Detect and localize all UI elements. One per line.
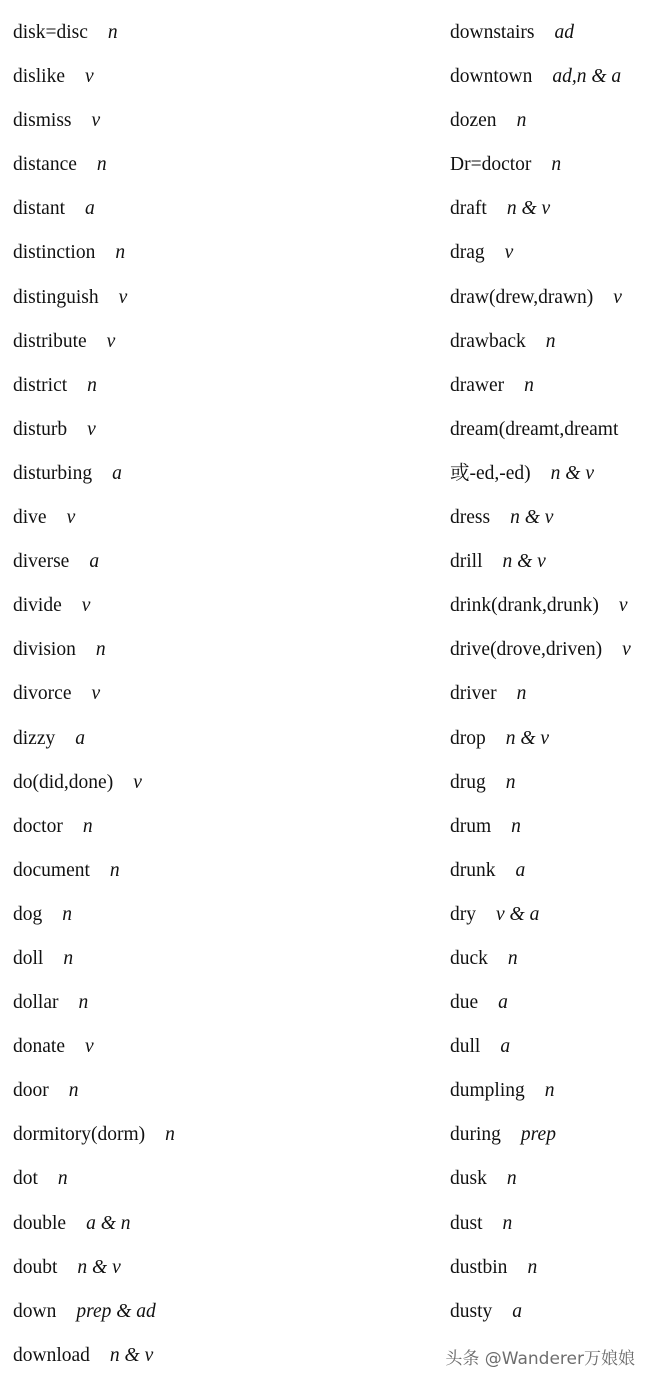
word-entry xyxy=(13,452,433,496)
word-entry xyxy=(13,364,433,408)
word-entry xyxy=(13,320,433,364)
word-text: dizzy xyxy=(13,727,56,749)
part-of-speech: v xyxy=(87,418,96,440)
part-of-speech: v xyxy=(106,330,116,352)
part-of-speech: a xyxy=(498,992,508,1014)
word-text: driver xyxy=(450,683,497,705)
word-entry xyxy=(450,1202,650,1246)
part-of-speech: n xyxy=(87,374,97,396)
part-of-speech: n & v xyxy=(77,1256,121,1278)
word-text: 或-ed,-ed) xyxy=(450,462,531,484)
word-text: dislike xyxy=(13,66,65,88)
word-entry xyxy=(450,1025,650,1069)
part-of-speech: ad,n & a xyxy=(552,66,622,88)
word-entry xyxy=(13,187,433,231)
part-of-speech: n xyxy=(107,22,118,43)
word-entry xyxy=(450,99,650,143)
word-entry xyxy=(450,805,650,849)
part-of-speech: a xyxy=(89,551,100,573)
word-entry xyxy=(450,937,650,981)
word-entry xyxy=(13,672,433,716)
word-entry xyxy=(13,143,433,187)
word-text: distribute xyxy=(13,330,87,352)
word-text: distance xyxy=(13,154,77,176)
part-of-speech: n xyxy=(68,1080,79,1102)
word-entry xyxy=(13,717,433,761)
part-of-speech: n xyxy=(109,859,120,881)
word-text: distant xyxy=(13,198,65,220)
word-text: donate xyxy=(13,1036,65,1058)
part-of-speech: n xyxy=(78,992,89,1014)
part-of-speech: v xyxy=(613,286,622,308)
word-text: Dr=doctor xyxy=(450,154,532,176)
word-entry xyxy=(13,584,433,628)
part-of-speech: v xyxy=(133,771,142,793)
word-text: document xyxy=(13,859,90,881)
part-of-speech: n & v xyxy=(550,462,594,484)
word-entry xyxy=(13,937,433,981)
word-entry xyxy=(450,1157,650,1201)
word-entry xyxy=(13,55,433,99)
word-text: distinguish xyxy=(13,286,99,308)
word-text: disk=disc xyxy=(13,22,88,43)
word-text: draw(drew,drawn) xyxy=(450,286,594,308)
part-of-speech: n xyxy=(165,1124,175,1146)
word-entry xyxy=(450,717,650,761)
word-text: doll xyxy=(13,947,44,969)
part-of-speech: n & v xyxy=(505,727,550,749)
word-text: dive xyxy=(13,507,47,529)
word-entry xyxy=(450,1246,650,1290)
part-of-speech: a xyxy=(112,462,122,484)
word-entry xyxy=(13,1290,433,1334)
word-entry xyxy=(450,55,650,99)
part-of-speech: v xyxy=(66,507,76,529)
part-of-speech: v xyxy=(84,1036,94,1058)
word-entry xyxy=(13,1113,433,1157)
part-of-speech: n xyxy=(505,771,516,793)
word-entry xyxy=(450,11,650,55)
part-of-speech: n xyxy=(524,374,534,396)
word-entry xyxy=(450,672,650,716)
word-entry xyxy=(450,143,650,187)
word-text: disturbing xyxy=(13,462,93,484)
word-text: dismiss xyxy=(13,110,72,132)
part-of-speech: a xyxy=(75,727,85,749)
word-text: drawer xyxy=(450,374,505,396)
word-entry xyxy=(13,893,433,937)
word-entry xyxy=(450,540,650,584)
word-entry xyxy=(450,231,650,275)
word-entry xyxy=(13,1157,433,1201)
word-text: dust xyxy=(450,1212,483,1234)
word-entry xyxy=(450,408,650,452)
word-text: drunk xyxy=(450,859,496,881)
part-of-speech: v xyxy=(622,639,631,661)
word-entry xyxy=(13,1202,433,1246)
right-word-column xyxy=(450,11,650,1378)
word-entry xyxy=(450,1290,650,1334)
word-text: drink(drank,drunk) xyxy=(450,595,599,617)
word-entry xyxy=(13,1334,433,1378)
word-text: drag xyxy=(450,242,485,264)
part-of-speech: n xyxy=(62,903,72,925)
word-text: disturb xyxy=(13,418,68,440)
part-of-speech: v xyxy=(118,286,128,308)
word-text: dollar xyxy=(13,992,59,1014)
part-of-speech: a & n xyxy=(86,1212,131,1234)
word-entry xyxy=(13,1069,433,1113)
part-of-speech: v & a xyxy=(496,903,540,925)
word-text: dream(dreamt,dreamt xyxy=(450,418,619,440)
word-text: doctor xyxy=(13,815,63,837)
word-entry xyxy=(450,761,650,805)
word-text: draft xyxy=(450,198,487,220)
word-entry xyxy=(13,496,433,540)
part-of-speech: n xyxy=(507,947,518,969)
part-of-speech: n xyxy=(516,683,527,705)
word-text: distinction xyxy=(13,242,96,264)
part-of-speech: a xyxy=(500,1036,511,1058)
part-of-speech: n xyxy=(96,154,107,176)
part-of-speech: n & v xyxy=(109,1344,154,1366)
word-entry xyxy=(13,849,433,893)
part-of-speech: n xyxy=(82,815,93,837)
part-of-speech: n xyxy=(502,1212,513,1234)
word-entry xyxy=(450,276,650,320)
part-of-speech: n xyxy=(545,330,556,352)
word-entry xyxy=(450,452,650,496)
word-text: divide xyxy=(13,595,62,617)
word-text: dustbin xyxy=(450,1256,508,1278)
word-entry xyxy=(450,1113,650,1157)
word-entry xyxy=(450,584,650,628)
part-of-speech: n & v xyxy=(502,551,546,573)
left-word-column xyxy=(13,11,433,1378)
word-text: duck xyxy=(450,947,488,969)
word-entry xyxy=(13,761,433,805)
part-of-speech: ad xyxy=(554,22,574,43)
word-entry xyxy=(13,99,433,143)
word-text: dull xyxy=(450,1036,481,1058)
word-entry xyxy=(13,1025,433,1069)
word-entry xyxy=(450,187,650,231)
word-entry xyxy=(450,364,650,408)
word-entry xyxy=(13,231,433,275)
part-of-speech: n & v xyxy=(510,507,554,529)
part-of-speech: n xyxy=(57,1168,68,1190)
word-text: drive(drove,driven) xyxy=(450,639,603,661)
word-text: dot xyxy=(13,1168,38,1190)
word-entry xyxy=(450,628,650,672)
part-of-speech: n xyxy=(63,947,74,969)
word-text: down xyxy=(13,1300,57,1322)
part-of-speech: v xyxy=(618,595,628,617)
word-text: dozen xyxy=(450,110,497,132)
part-of-speech: v xyxy=(91,683,101,705)
part-of-speech: v xyxy=(91,110,101,132)
word-entry xyxy=(450,1069,650,1113)
watermark: 头条 @Wanderer万娘娘 xyxy=(445,1349,635,1369)
word-entry xyxy=(13,628,433,672)
word-entry xyxy=(13,11,433,55)
word-text: dormitory(dorm) xyxy=(13,1124,146,1146)
word-text: door xyxy=(13,1080,49,1102)
word-entry xyxy=(13,276,433,320)
part-of-speech: n xyxy=(551,154,562,176)
part-of-speech: v xyxy=(85,66,94,88)
word-text: drug xyxy=(450,771,486,793)
word-entry xyxy=(450,496,650,540)
part-of-speech: v xyxy=(504,242,514,264)
word-text: division xyxy=(13,639,76,661)
word-text: dry xyxy=(450,903,476,925)
part-of-speech: n xyxy=(527,1256,538,1278)
word-text: do(did,done) xyxy=(13,771,114,793)
word-text: dog xyxy=(13,903,43,925)
word-entry xyxy=(450,849,650,893)
word-text: diverse xyxy=(13,551,70,573)
part-of-speech: n xyxy=(506,1168,517,1190)
word-text: district xyxy=(13,374,68,396)
part-of-speech: n & v xyxy=(506,198,551,220)
word-text: divorce xyxy=(13,683,72,705)
word-text: download xyxy=(13,1344,90,1366)
word-text: due xyxy=(450,992,479,1014)
word-text: dress xyxy=(450,507,491,529)
part-of-speech: prep & ad xyxy=(76,1300,156,1322)
word-text: downtown xyxy=(450,66,533,88)
part-of-speech: n xyxy=(511,815,521,837)
word-entry xyxy=(13,1246,433,1290)
word-text: drum xyxy=(450,815,492,837)
word-text: dusk xyxy=(450,1168,487,1190)
word-text: drawback xyxy=(450,330,526,352)
word-text: drop xyxy=(450,727,486,749)
word-text: during xyxy=(450,1124,501,1146)
word-text: dusty xyxy=(450,1300,493,1322)
word-text: double xyxy=(13,1212,67,1234)
word-text: doubt xyxy=(13,1256,58,1278)
part-of-speech: n xyxy=(516,110,527,132)
part-of-speech: n xyxy=(115,242,126,264)
word-entry xyxy=(450,320,650,364)
part-of-speech: prep xyxy=(520,1124,556,1146)
part-of-speech: n xyxy=(95,639,106,661)
word-entry xyxy=(13,805,433,849)
part-of-speech: a xyxy=(515,859,526,881)
word-entry xyxy=(13,408,433,452)
word-text: dumpling xyxy=(450,1080,525,1102)
word-entry xyxy=(450,981,650,1025)
word-text: drill xyxy=(450,551,483,573)
word-entry xyxy=(13,540,433,584)
part-of-speech: v xyxy=(81,595,91,617)
part-of-speech: n xyxy=(544,1080,555,1102)
part-of-speech: a xyxy=(512,1300,523,1322)
word-entry xyxy=(450,893,650,937)
word-entry xyxy=(13,981,433,1025)
part-of-speech: a xyxy=(85,198,95,220)
word-text: downstairs xyxy=(450,22,535,43)
